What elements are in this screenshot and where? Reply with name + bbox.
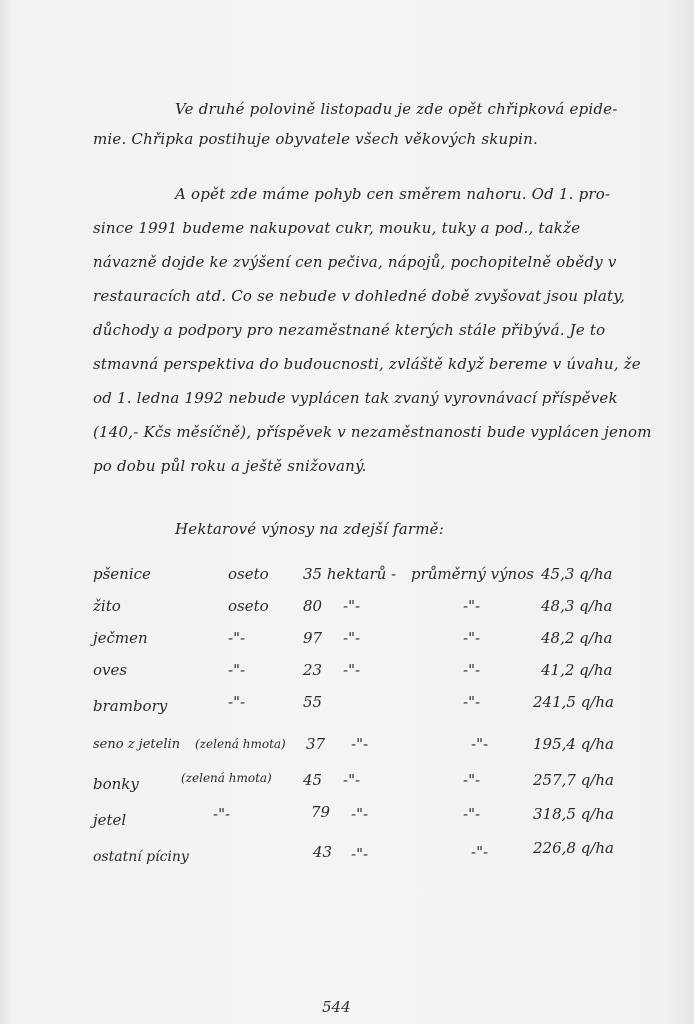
paragraph2-line-6: stmavná perspektiva do budoucnosti, zvláště když bereme v úvahu, že: [93, 355, 641, 373]
table-row-crop: žito: [93, 597, 121, 615]
paragraph2-line-1: A opět zde máme pohyb cen směrem nahoru. Od 1. pro-: [175, 185, 611, 203]
table-row-crop: brambory: [93, 697, 168, 715]
table-row-crop: seno z jetelin: [93, 737, 181, 752]
table-row-mid: -"-: [351, 735, 369, 753]
table-row-mid: -"-: [343, 771, 361, 789]
table-row-label: -"-: [463, 629, 481, 647]
table-row-area: 97: [303, 629, 323, 647]
table-row-note: -"-: [228, 693, 246, 711]
table-row-label: -"-: [463, 597, 481, 615]
table-row-mid: -"-: [351, 805, 369, 823]
paragraph2-line-5: důchody a podpory pro nezaměstnané kterých stále přibývá. Je to: [93, 321, 606, 339]
table-row-area: 37: [306, 735, 326, 753]
table-row-note: -"-: [213, 805, 231, 823]
table-row-mid: -"-: [343, 597, 361, 615]
table-heading: Hektarové výnosy na zdejší farmě:: [175, 520, 445, 538]
table-row-note: oseto: [228, 597, 269, 615]
paragraph2-line-7: od 1. ledna 1992 nebude vyplácen tak zvaný vyrovnávací příspěvek: [93, 389, 618, 407]
table-row-area: 80: [303, 597, 323, 615]
paragraph1-line-2: mie. Chřipka postihuje obyvatele všech věkových skupin.: [93, 130, 538, 148]
table-row-area: 23: [303, 661, 323, 679]
table-row-label: -"-: [463, 805, 481, 823]
table-row-yield: 41,2 q/ha: [541, 661, 613, 679]
page-number: 544: [322, 998, 351, 1016]
table-row-crop: bonky: [93, 775, 139, 793]
paragraph1-line-1: Ve druhé polovině listopadu je zde opět chřipková epide-: [175, 100, 618, 118]
table-row-yield: 195,4 q/ha: [533, 735, 614, 753]
table-row-crop: jetel: [93, 811, 127, 829]
table-row-yield: 226,8 q/ha: [533, 839, 614, 857]
paragraph2-line-3: návazně dojde ke zvýšení cen pečiva, nápojů, pochopitelně obědy v: [93, 253, 617, 271]
table-row-yield: 257,7 q/ha: [533, 771, 614, 789]
table-row-yield: 241,5 q/ha: [533, 693, 614, 711]
paragraph2-line-9: po dobu půl roku a ještě snižovaný.: [93, 457, 367, 475]
table-row-crop: ostatní píciny: [93, 849, 189, 865]
table-row-label: -"-: [471, 843, 489, 861]
paragraph2-line-4: restauracích atd. Co se nebude v dohledné době zvyšovat jsou platy,: [93, 287, 625, 305]
table-row-mid: -"-: [343, 661, 361, 679]
table-row-area: 79: [311, 803, 331, 821]
table-row-crop: ječmen: [93, 629, 148, 647]
table-row-area: 45: [303, 771, 323, 789]
paragraph2-line-2: since 1991 budeme nakupovat cukr, mouku, tuky a pod., takže: [93, 219, 581, 237]
table-row-label: -"-: [463, 693, 481, 711]
table-row-area: 35 hektarů -: [303, 565, 397, 583]
yield-table: [93, 565, 653, 885]
table-row-label: -"-: [463, 661, 481, 679]
table-row-area: 43: [313, 843, 333, 861]
table-row-yield: 48,3 q/ha: [541, 597, 613, 615]
table-row-crop: oves: [93, 661, 128, 679]
table-row-label: -"-: [463, 771, 481, 789]
table-row-label: -"-: [471, 735, 489, 753]
table-row-note: -"-: [228, 629, 246, 647]
table-row-note: oseto: [228, 565, 269, 583]
table-row-yield: 45,3 q/ha: [541, 565, 613, 583]
table-row-yield: 48,2 q/ha: [541, 629, 613, 647]
table-row-label: průměrný výnos: [411, 565, 534, 583]
table-row-crop: pšenice: [93, 565, 151, 583]
table-row-mid: -"-: [343, 629, 361, 647]
paragraph2-line-8: (140,- Kčs měsíčně), příspěvek v nezaměstnanosti bude vyplácen jenom: [93, 423, 652, 441]
table-row-note: (zelená hmota): [195, 737, 286, 751]
table-row-note: -"-: [228, 661, 246, 679]
table-row-area: 55: [303, 693, 323, 711]
table-row-yield: 318,5 q/ha: [533, 805, 614, 823]
table-row-note: (zelená hmota): [181, 771, 272, 785]
table-row-mid: -"-: [351, 845, 369, 863]
